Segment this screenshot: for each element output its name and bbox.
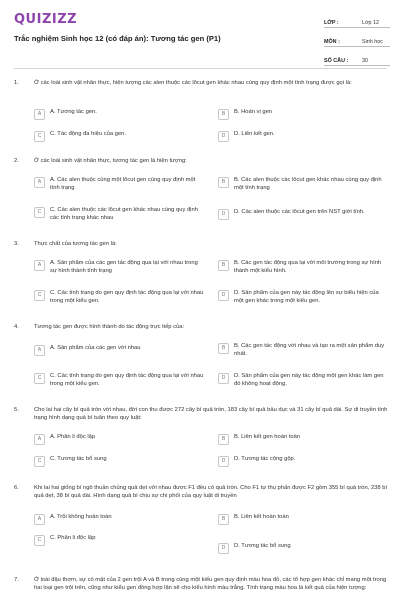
option-a[interactable] <box>34 434 204 445</box>
option-d[interactable] <box>218 290 388 305</box>
option-letter: C <box>34 207 45 218</box>
meta-value: 30 <box>362 58 368 64</box>
worksheet-meta <box>324 10 390 67</box>
option-d[interactable] <box>218 209 388 220</box>
option-c[interactable] <box>34 456 204 467</box>
option-letter: B <box>218 260 229 271</box>
option-text: A. Sản phẩm của các gen tác động qua lại với nhau trong sự hình thành tính trạng <box>50 260 198 274</box>
option-letter: C <box>34 373 45 384</box>
option-c[interactable] <box>34 373 204 388</box>
option-text: D. Sản phẩm của gen này tác động một gen khác làm gen đó không hoạt động. <box>234 373 384 387</box>
meta-label: LỚP : <box>324 20 339 26</box>
option-letter: C <box>34 535 45 546</box>
option-text: A. Phân li độc lập <box>50 434 96 440</box>
option-letter: D <box>218 131 229 142</box>
option-a[interactable] <box>34 177 204 192</box>
option-d[interactable] <box>218 131 388 142</box>
option-letter: C <box>34 456 45 467</box>
option-a[interactable] <box>34 514 204 525</box>
option-text: A. Các alen thuộc cùng một lôcut gen cùng quy định một tính trạng <box>50 177 196 191</box>
option-b[interactable] <box>218 260 388 275</box>
option-text: B. Các gen tác động với nhau và tạo ra một sản phẩm duy nhất. <box>234 343 385 357</box>
option-b[interactable] <box>218 177 388 192</box>
worksheet-header <box>0 0 400 66</box>
option-letter: B <box>218 514 229 525</box>
question-text: Ở loài đậu thơm, sự có mặt của 2 gen trội A và B trong cùng một kiểu gen quy định màu hoa đỏ, các tổ hợp gen khác chỉ mang một trong hai loại gen trội trên, cũng như kiểu gen đồng hợp lặn sẽ cho kiểu hình màu trắng. Tính trạng màu hoa là kết quả của hiện tượng: <box>34 577 387 591</box>
option-b[interactable] <box>218 434 388 445</box>
option-letter: C <box>34 131 45 142</box>
option-d[interactable] <box>218 373 388 388</box>
option-letter: A <box>34 345 45 356</box>
question-text: Tương tác gen được hình thành do tác động trực tiếp của: <box>34 324 185 330</box>
meta-row-subject <box>324 29 390 47</box>
option-b[interactable] <box>218 343 388 358</box>
option-letter: A <box>34 260 45 271</box>
option-b[interactable] <box>218 514 388 525</box>
meta-value: Lớp 12 <box>362 20 380 26</box>
option-text: C. Các alen thuộc các lôcut gen khác nhau cùng quy định các tính trạng khác nhau <box>50 207 198 221</box>
question-number: 2. <box>14 158 19 164</box>
option-letter: D <box>218 543 229 554</box>
option-b[interactable] <box>218 109 388 120</box>
question-number: 7. <box>14 577 19 583</box>
option-text: C. Tác động đa hiệu của gen. <box>50 131 126 137</box>
option-d[interactable] <box>218 456 388 467</box>
option-d[interactable] <box>218 543 388 554</box>
option-text: B. Liên kết hoàn toàn <box>234 514 289 520</box>
option-text: D. Tương tác cộng gộp. <box>234 456 296 462</box>
question-text: Khi lai hai giống bí ngô thuần chủng quả dẹt với nhau được F1 đều có quả tròn. Cho F1 tự thụ phấn được F2 gồm 355 bí quả tròn, 238 bí quả dẹt, 38 bí quả dài. Hình dạng quả bí chịu sự chi phối của quy luật di truyền <box>34 485 388 499</box>
meta-label: SỐ CÂU : <box>324 58 349 64</box>
meta-value: Sinh học <box>362 39 383 45</box>
option-a[interactable] <box>34 345 204 356</box>
option-text: B. Các alen thuộc các lôcut gen khác nhau cùng quy định một tính trạng <box>234 177 382 191</box>
option-text: C. Tương tác bổ sung <box>50 456 107 462</box>
option-letter: D <box>218 290 229 301</box>
option-text: D. Liên kết gen. <box>234 131 275 137</box>
question-number: 3. <box>14 241 19 247</box>
option-letter: A <box>34 434 45 445</box>
option-c[interactable] <box>34 535 204 546</box>
option-text: A. Trội không hoàn toàn <box>50 514 112 520</box>
question-number: 1. <box>14 80 19 86</box>
option-letter: C <box>34 290 45 301</box>
question-number: 4. <box>14 324 19 330</box>
option-text: D. Sản phẩm của gen này tác động lên sự biểu hiện của một gen khác trong một kiểu gen. <box>234 290 379 304</box>
option-text: B. Liên kết gen hoàn toàn <box>234 434 301 440</box>
option-letter: A <box>34 109 45 120</box>
option-text: C. Các tính trạng do gen quy định tác động qua lại với nhau trong một kiểu gen. <box>50 373 204 387</box>
option-text: C. Phân li độc lập <box>50 535 96 541</box>
meta-row-count <box>324 48 390 66</box>
option-text: D. Tương tác bổ sung <box>234 543 291 549</box>
option-c[interactable] <box>34 290 204 305</box>
option-text: B. Các gen tác động qua lại với môi trường trong sự hình thành một kiểu hình. <box>234 260 382 274</box>
meta-label: MÔN : <box>324 39 340 45</box>
option-text: A. Tương tác gen. <box>50 109 97 115</box>
option-c[interactable] <box>34 131 204 142</box>
question-number: 5. <box>14 407 19 413</box>
option-letter: A <box>34 514 45 525</box>
option-text: C. Các tính trạng do gen quy định tác động qua lại với nhau trong một kiểu gen. <box>50 290 204 304</box>
worksheet-title: Trắc nghiệm Sinh học 12 (có đáp án): Tương tác gen (P1) <box>14 34 221 43</box>
option-letter: D <box>218 209 229 220</box>
meta-row-class <box>324 10 390 28</box>
question-text: Ở các loài sinh vật nhân thực, hiện tượng các alen thuộc các lôcut gen khác nhau cùng quy định một tính trạng được gọi là: <box>34 80 352 86</box>
option-letter: B <box>218 434 229 445</box>
option-text: A. Sản phẩm của các gen với nhau <box>50 345 141 351</box>
option-letter: D <box>218 373 229 384</box>
option-letter: D <box>218 456 229 467</box>
option-letter: B <box>218 343 229 354</box>
question-text: Thực chất của tương tác gen là: <box>34 241 117 247</box>
option-a[interactable] <box>34 109 204 120</box>
option-letter: B <box>218 109 229 120</box>
question-number: 6. <box>14 485 19 491</box>
option-letter: B <box>218 177 229 188</box>
quizizz-logo: QUIZIZZ <box>14 12 78 27</box>
option-a[interactable] <box>34 260 204 275</box>
question-text: Ở các loài sinh vật nhân thực, tương tác gen là hiện tượng: <box>34 158 187 164</box>
option-text: D. Các alen thuộc các lôcut gen trên NST giới tính. <box>234 209 365 215</box>
header-divider <box>14 68 386 69</box>
question-text: Cho lai hai cây bí quả tròn với nhau, đời con thu được 272 cây bí quả tròn, 183 cây bí quả bầu dục và 31 cây bí quả dài. Sự di truyền tính trạng hình dạng quả bí tuân theo quy luật: <box>34 407 388 421</box>
option-text: B. Hoán vị gen <box>234 109 273 115</box>
option-letter: A <box>34 177 45 188</box>
option-c[interactable] <box>34 207 204 222</box>
